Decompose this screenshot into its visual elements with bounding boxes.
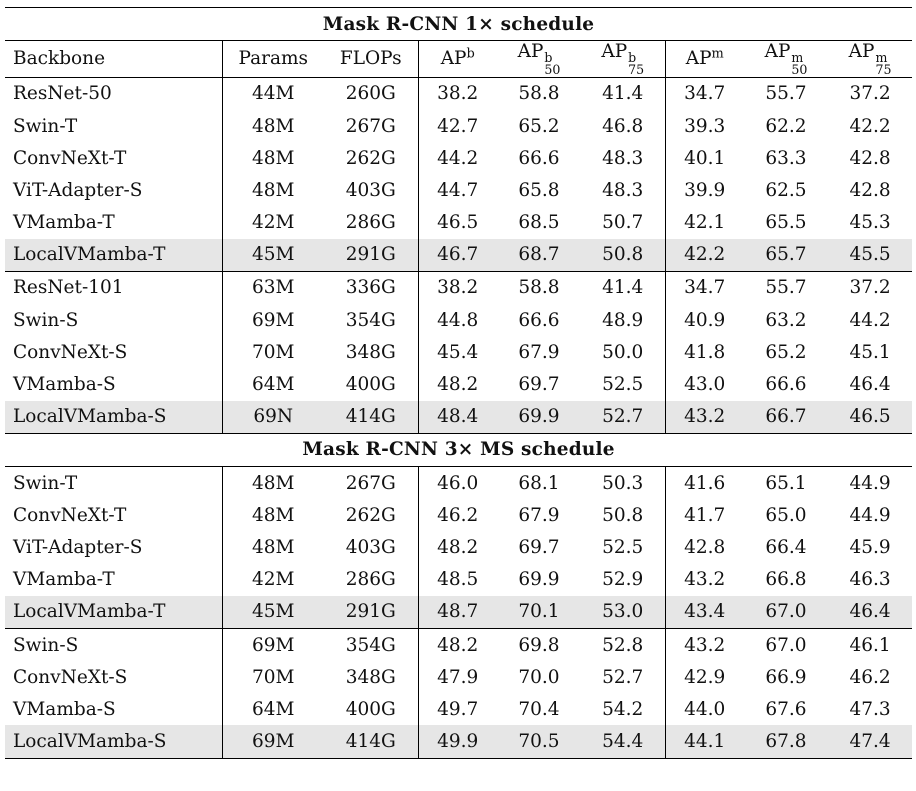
backbone-cell: LocalVMamba-S [5,725,222,758]
ap-box-75-cell: 53.0 [581,596,665,629]
ap-mask-50-cell: 66.6 [765,374,807,396]
ap-mask-50-cell: 67.6 [765,698,807,720]
flops-cell: 260G [324,77,418,110]
ap-box-cell: 48.2 [418,531,497,563]
ap-box-cell: 46.0 [418,466,497,499]
ap-box-cell: 44.7 [418,174,497,206]
ap-label: AP [517,41,544,63]
ap-mask-75-cell: 42.8 [849,147,891,169]
ap-box-50-cell: 68.7 [497,239,581,272]
ap-box-75-cell: 52.7 [602,666,644,688]
flops-cell: 267G [324,466,418,499]
ap-scripts [628,49,645,78]
params-cell: 64M [222,693,324,725]
ap-mask-cell: 42.2 [665,239,744,272]
ap-mask-cell: 43.2 [665,628,744,661]
ap-box-cell: 45.4 [418,336,497,368]
backbone-cell: LocalVMamba-S [5,401,222,434]
ap-box-75-cell: 48.3 [602,179,644,201]
params-cell: 48M [222,142,324,174]
ap-box-cell: 47.9 [418,661,497,693]
ap-box-50-cell: 68.5 [518,212,560,234]
ap-box-cell: 48.7 [418,596,497,629]
ap-box-75-cell: 46.8 [602,115,644,137]
ap-mask-cell: 43.2 [665,401,744,434]
ap-mask-75-cell: 42.8 [849,179,891,201]
backbone-cell: ConvNeXt-S [13,666,128,688]
flops-cell: 286G [345,212,396,234]
ap-box-50-cell: 70.1 [497,596,581,629]
table-row-highlighted [5,239,912,272]
backbone-cell: LocalVMamba-T [5,239,222,272]
table-row [5,499,912,531]
ap-box-cell: 46.7 [418,239,497,272]
flops-cell: 291G [324,596,418,629]
ap-box-cell: 44.2 [418,142,497,174]
flops-cell: 354G [324,628,418,661]
ap-box-50-cell: 69.7 [518,374,560,396]
table-row [5,304,912,336]
header-ap-mask-75 [828,41,912,78]
ap-mask-50-cell: 67.8 [744,725,828,758]
section-title-row [5,433,912,466]
ap-mask-50-cell: 65.2 [765,341,807,363]
table-row-highlighted [5,596,912,629]
ap-mask-75-cell: 44.9 [828,466,912,499]
params-cell: 63M [222,271,324,304]
ap-box-75-cell: 52.5 [602,536,644,558]
flops-cell: 348G [345,341,396,363]
ap-mask-75-cell: 44.2 [849,309,891,331]
table-row-highlighted [5,401,912,434]
ap-box-cell: 38.2 [418,271,497,304]
ap-mask-75-cell: 46.5 [828,401,912,434]
ap-box-cell: 48.2 [418,368,497,400]
params-cell: 45M [222,596,324,629]
backbone-cell: ConvNeXt-T [13,147,127,169]
flops-cell: 400G [345,374,396,396]
ap-mask-cell: 43.4 [665,596,744,629]
ap-mask-cell: 44.1 [665,725,744,758]
ap-mask-cell: 44.0 [665,693,744,725]
ap-box-50-cell: 69.9 [518,569,560,591]
ap-superscript: m [711,46,724,62]
backbone-cell: ViT-Adapter-S [13,179,143,201]
ap-box-50-cell: 68.1 [497,466,581,499]
flops-cell: 403G [345,179,396,201]
ap-superscript: b [466,46,475,62]
table-body [5,8,912,759]
ap-subscript: 75 [875,62,892,78]
header-ap-mask [665,41,744,78]
ap-subscript: 50 [544,62,561,78]
section-title: Mask R-CNN 1× schedule [5,8,912,41]
backbone-cell: Swin-T [13,115,78,137]
header-ap-box-50 [497,41,581,78]
ap-mask-50-cell: 63.2 [765,309,807,331]
ap-box-50-cell: 67.9 [518,504,560,526]
params-cell: 64M [222,368,324,400]
flops-cell: 286G [345,569,396,591]
ap-box-50-cell: 67.9 [518,341,560,363]
ap-subscript: 75 [628,62,645,78]
ap-mask-75-cell: 37.2 [828,271,912,304]
ap-superscript: m [875,49,888,65]
ap-mask-50-cell: 67.0 [744,628,828,661]
flops-cell: 336G [324,271,418,304]
ap-scripts [875,49,892,78]
ap-mask-50-cell: 65.5 [765,212,807,234]
ap-label: AP [440,48,467,70]
ap-mask-cell: 39.9 [665,174,744,206]
table-row [5,564,912,596]
ap-label: AP [601,41,628,63]
flops-cell: 403G [345,536,396,558]
ap-box-50-cell: 65.8 [518,179,560,201]
header-ap-box [418,41,497,78]
table-row [5,368,912,400]
params-cell: 48M [222,466,324,499]
ap-mask-75-cell: 46.2 [849,666,891,688]
ap-mask-75-cell: 46.4 [828,596,912,629]
params-cell: 45M [222,239,324,272]
table-row [5,142,912,174]
backbone-cell: ViT-Adapter-S [13,536,143,558]
backbone-cell: VMamba-S [13,374,116,396]
ap-box-75-cell: 48.3 [602,147,644,169]
ap-mask-75-cell: 46.4 [849,374,891,396]
header-params: Params [222,41,324,78]
ap-mask-75-cell: 47.3 [849,698,891,720]
ap-box-50-cell: 58.8 [497,77,581,110]
ap-mask-50-cell: 66.7 [744,401,828,434]
ap-box-75-cell: 50.8 [602,504,644,526]
table-row [5,466,912,499]
ap-mask-cell: 43.2 [665,564,744,596]
ap-mask-50-cell: 62.5 [765,179,807,201]
params-cell: 42M [222,206,324,238]
ap-mask-cell: 43.0 [665,368,744,400]
ap-mask-75-cell: 37.2 [828,77,912,110]
ap-box-50-cell: 70.4 [518,698,560,720]
header-ap-box-75 [581,41,665,78]
ap-box-50-cell: 69.9 [497,401,581,434]
ap-mask-50-cell: 55.7 [744,271,828,304]
ap-mask-cell: 34.7 [665,271,744,304]
ap-scripts [544,49,561,78]
ap-mask-cell: 40.1 [665,142,744,174]
ap-mask-50-cell: 67.0 [744,596,828,629]
ap-label: AP [685,48,712,70]
table-row [5,336,912,368]
table-row-highlighted [5,725,912,758]
ap-box-75-cell: 41.4 [581,271,665,304]
ap-box-cell: 48.2 [418,628,497,661]
ap-mask-cell: 34.7 [665,77,744,110]
ap-mask-50-cell: 55.7 [744,77,828,110]
ap-superscript: b [628,49,637,65]
backbone-cell: ResNet-50 [5,77,222,110]
ap-box-cell: 48.5 [418,564,497,596]
ap-scripts [791,49,808,78]
ap-mask-cell: 40.9 [665,304,744,336]
ap-box-75-cell: 41.4 [581,77,665,110]
section-title-row [5,8,912,41]
section-title: Mask R-CNN 3× MS schedule [5,433,912,466]
backbone-cell: ConvNeXt-T [13,504,127,526]
ap-mask-75-cell: 45.3 [849,212,891,234]
ap-mask-cell: 41.8 [665,336,744,368]
ap-box-50-cell: 69.7 [518,536,560,558]
ap-mask-50-cell: 62.2 [765,115,807,137]
ap-label: AP [764,41,791,63]
table-row [5,693,912,725]
ap-mask-50-cell: 66.4 [765,536,807,558]
ap-mask-50-cell: 65.0 [765,504,807,526]
ap-box-cell: 46.2 [418,499,497,531]
ap-box-50-cell: 66.6 [518,309,560,331]
ap-box-cell: 44.8 [418,304,497,336]
params-cell: 69N [222,401,324,434]
ap-box-50-cell: 66.6 [518,147,560,169]
ap-superscript: b [544,49,553,65]
ap-mask-75-cell: 47.4 [828,725,912,758]
ap-mask-50-cell: 66.9 [765,666,807,688]
ap-box-50-cell: 69.8 [497,628,581,661]
flops-cell: 400G [345,698,396,720]
ap-box-75-cell: 52.9 [602,569,644,591]
backbone-cell: Swin-S [5,628,222,661]
ap-box-cell: 46.5 [418,206,497,238]
table-row [5,77,912,110]
ap-box-75-cell: 54.4 [581,725,665,758]
backbone-cell: ConvNeXt-S [13,341,128,363]
backbone-cell: Swin-S [13,309,79,331]
params-cell: 69M [222,304,324,336]
flops-cell: 291G [324,239,418,272]
params-cell: 70M [222,661,324,693]
results-table-container [5,7,912,759]
table-row [5,271,912,304]
table-row [5,174,912,206]
ap-mask-cell: 41.7 [665,499,744,531]
ap-box-75-cell: 50.7 [602,212,644,234]
params-cell: 69M [222,628,324,661]
ap-box-75-cell: 52.5 [602,374,644,396]
params-cell: 69M [222,725,324,758]
ap-mask-75-cell: 45.1 [849,341,891,363]
ap-box-75-cell: 52.7 [581,401,665,434]
ap-subscript: 50 [791,62,808,78]
ap-box-75-cell: 48.9 [602,309,644,331]
header-backbone: Backbone [5,41,222,78]
table-row [5,661,912,693]
ap-box-75-cell: 50.0 [602,341,644,363]
ap-mask-50-cell: 63.3 [765,147,807,169]
ap-box-75-cell: 54.2 [602,698,644,720]
params-cell: 44M [222,77,324,110]
flops-cell: 414G [324,725,418,758]
flops-cell: 354G [345,309,396,331]
ap-box-75-cell: 50.8 [581,239,665,272]
params-cell: 42M [222,564,324,596]
ap-box-75-cell: 52.8 [581,628,665,661]
ap-box-cell: 48.4 [418,401,497,434]
flops-cell: 267G [345,115,396,137]
header-flops: FLOPs [324,41,418,78]
table-row [5,628,912,661]
ap-mask-cell: 41.6 [665,466,744,499]
ap-superscript: m [791,49,804,65]
flops-cell: 262G [345,147,396,169]
ap-box-50-cell: 58.8 [497,271,581,304]
params-cell: 70M [222,336,324,368]
params-cell: 48M [222,174,324,206]
ap-mask-cell: 39.3 [665,110,744,142]
ap-box-50-cell: 70.0 [518,666,560,688]
ap-label: AP [848,41,875,63]
ap-mask-75-cell: 45.5 [828,239,912,272]
backbone-cell: VMamba-T [13,569,115,591]
ap-mask-cell: 42.9 [665,661,744,693]
ap-mask-75-cell: 46.3 [849,569,891,591]
ap-box-50-cell: 70.5 [497,725,581,758]
ap-mask-cell: 42.1 [665,206,744,238]
ap-mask-50-cell: 66.8 [765,569,807,591]
ap-mask-cell: 42.8 [665,531,744,563]
column-header-row [5,41,912,78]
flops-cell: 414G [324,401,418,434]
params-cell: 48M [222,531,324,563]
ap-box-cell: 38.2 [418,77,497,110]
ap-mask-75-cell: 42.2 [849,115,891,137]
table-row [5,206,912,238]
table-row [5,531,912,563]
backbone-cell: Swin-T [5,466,222,499]
params-cell: 48M [222,110,324,142]
ap-mask-50-cell: 65.7 [744,239,828,272]
ap-box-75-cell: 50.3 [581,466,665,499]
flops-cell: 348G [345,666,396,688]
ap-mask-50-cell: 65.1 [744,466,828,499]
ap-box-50-cell: 65.2 [518,115,560,137]
table-row [5,110,912,142]
backbone-cell: ResNet-101 [5,271,222,304]
backbone-cell: VMamba-T [13,212,115,234]
header-ap-mask-50 [744,41,828,78]
ap-mask-75-cell: 46.1 [828,628,912,661]
ap-box-cell: 49.7 [418,693,497,725]
backbone-cell: VMamba-S [13,698,116,720]
ap-mask-75-cell: 45.9 [849,536,891,558]
params-cell: 48M [222,499,324,531]
backbone-cell: LocalVMamba-T [5,596,222,629]
results-table [5,7,912,759]
ap-mask-75-cell: 44.9 [849,504,891,526]
ap-box-cell: 49.9 [418,725,497,758]
flops-cell: 262G [345,504,396,526]
ap-box-cell: 42.7 [418,110,497,142]
